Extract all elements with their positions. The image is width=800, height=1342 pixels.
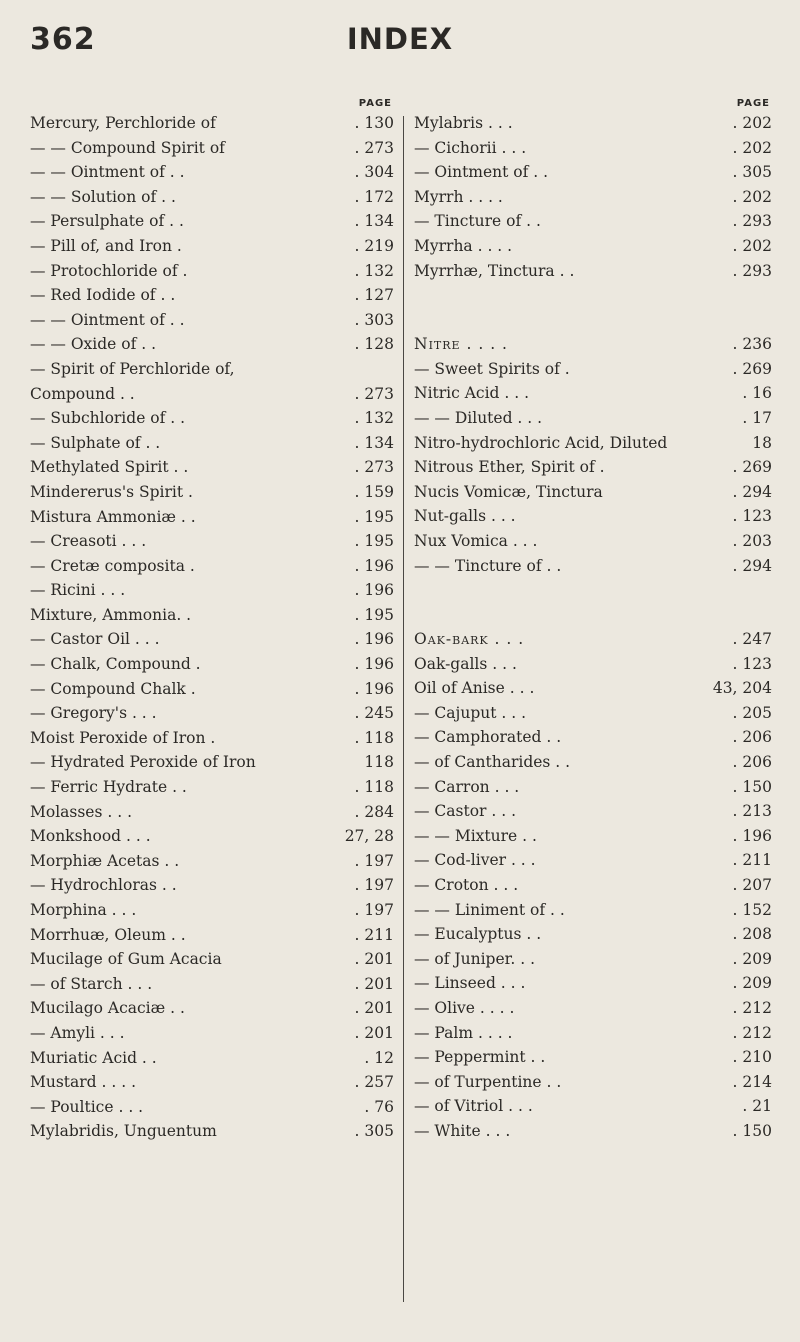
entry-page: . 130 xyxy=(354,114,394,132)
index-entry xyxy=(414,529,778,554)
index-entry xyxy=(414,406,778,431)
index-entry xyxy=(30,996,400,1021)
index-entry xyxy=(414,848,778,873)
entry-page: . 219 xyxy=(354,236,394,255)
entry-page: 27, 28 xyxy=(344,827,394,846)
entry-name: — Peppermint . . xyxy=(414,1048,546,1067)
entry-page: . 197 xyxy=(354,876,394,895)
index-entry xyxy=(414,947,778,972)
entry-name: — Amyli . . . xyxy=(30,1023,125,1042)
entry-page: . 123 xyxy=(732,507,772,526)
entry-name: — Croton . . . xyxy=(414,876,519,895)
index-entry xyxy=(30,357,400,382)
entry-page: . 303 xyxy=(354,310,394,329)
entry-name: Nux Vomica . . . xyxy=(414,531,538,550)
entry-name: — Hydrated Peroxide of Iron xyxy=(30,753,256,772)
index-entry xyxy=(30,332,400,357)
entry-page: . 195 xyxy=(354,532,394,551)
entry-name: Morphina . . . xyxy=(30,901,137,919)
entry-name: — Linseed . . . xyxy=(414,974,526,993)
index-entry xyxy=(30,652,400,677)
entry-page: . 269 xyxy=(732,359,772,378)
entry-name: Oak-bark . . . xyxy=(414,630,525,649)
entry-name: — Persulphate of . . xyxy=(30,212,184,231)
index-entry xyxy=(414,971,778,996)
entry-page: . 208 xyxy=(732,925,772,944)
index-entry xyxy=(30,259,400,284)
index-entry xyxy=(414,1021,778,1046)
entry-page: . 17 xyxy=(742,408,772,427)
entry-page: . 12 xyxy=(364,1048,394,1067)
entry-page: . 76 xyxy=(364,1097,394,1116)
entry-page: . 273 xyxy=(354,458,394,477)
right-entries xyxy=(414,111,778,1144)
entry-name: — Pill of, and Iron . xyxy=(30,236,182,255)
entry-page: . 152 xyxy=(732,900,772,919)
index-entry xyxy=(30,283,400,308)
entry-name: — — Oxide of . . xyxy=(30,335,157,354)
entry-name: Oil of Anise . . . xyxy=(414,679,535,698)
left-entries xyxy=(30,111,400,1144)
entry-page: . 209 xyxy=(732,949,772,968)
index-entry xyxy=(30,750,400,775)
entry-name: — Compound Chalk . xyxy=(30,679,196,698)
entry-page: . 201 xyxy=(354,950,394,969)
index-entry xyxy=(30,308,400,333)
index-entry xyxy=(30,1070,400,1095)
entry-name: Nitric Acid . . . xyxy=(414,384,530,403)
index-entry xyxy=(414,357,778,382)
index-entry xyxy=(414,136,778,161)
entry-page: . 134 xyxy=(354,212,394,231)
entry-name: — Palm . . . . xyxy=(414,1023,513,1042)
entry-name: — — Diluted . . . xyxy=(414,408,543,427)
entry-name: — Carron . . . xyxy=(414,777,520,796)
entry-name: — of Juniper. . . xyxy=(414,949,535,968)
entry-page: . 134 xyxy=(354,433,394,452)
entry-page: . 150 xyxy=(732,777,772,796)
entry-name: Monkshood . . . xyxy=(30,827,151,846)
index-entry xyxy=(30,849,400,874)
entry-page: . 196 xyxy=(354,581,394,600)
entry-name: Morphiæ Acetas . . xyxy=(30,851,180,870)
index-entry xyxy=(30,455,400,480)
entry-name: — Hydrochloras . . xyxy=(30,876,177,895)
entry-name: — Poultice . . . xyxy=(30,1097,144,1116)
entry-page: . 202 xyxy=(732,138,772,157)
entry-name: — Cod-liver . . . xyxy=(414,851,536,870)
index-entry xyxy=(30,234,400,259)
index-entry xyxy=(30,480,400,505)
index-entry xyxy=(30,554,400,579)
entry-name: — Olive . . . . xyxy=(414,999,515,1017)
entry-page: . 273 xyxy=(354,384,394,403)
entry-name: — Ointment of . . xyxy=(414,163,549,182)
entry-name: Mindererus's Spirit . xyxy=(30,482,193,501)
entry-page: . 245 xyxy=(354,704,394,723)
index-entry xyxy=(414,799,778,824)
index-entry xyxy=(414,676,778,701)
index-entry xyxy=(30,923,400,948)
entry-name: — — Ointment of . . xyxy=(30,163,185,182)
index-entry xyxy=(414,1070,778,1095)
entry-page: . 284 xyxy=(354,802,394,821)
entry-name: Myrrh . . . . xyxy=(414,187,503,206)
entry-page: . 212 xyxy=(732,1023,772,1042)
entry-name: Mustard . . . . xyxy=(30,1073,137,1092)
index-entry xyxy=(414,480,778,505)
entry-name: — Spirit of Perchloride of, xyxy=(30,359,235,378)
entry-name: Nitro-hydrochloric Acid, Diluted xyxy=(414,433,668,452)
index-entry xyxy=(30,972,400,997)
entry-name: Nitrous Ether, Spirit of . xyxy=(414,458,605,477)
entry-page: . 118 xyxy=(354,728,394,747)
entry-page: . 269 xyxy=(732,458,772,477)
index-entry xyxy=(30,947,400,972)
index-entry xyxy=(30,1021,400,1046)
entry-page: 18 xyxy=(752,433,772,452)
index-entry xyxy=(30,627,400,652)
entry-name: — — Tincture of . . xyxy=(414,556,562,575)
entry-name: Mylabridis, Unguentum xyxy=(30,1122,217,1141)
index-entry xyxy=(414,111,778,136)
entry-name: — White . . . xyxy=(414,1121,511,1140)
index-entry xyxy=(30,111,400,136)
entry-name: — Cichorii . . . xyxy=(414,138,527,157)
entry-page: . 247 xyxy=(732,630,772,649)
entry-name: — Subchloride of . . xyxy=(30,409,186,428)
running-title: INDEX xyxy=(346,22,454,56)
entry-page: . 127 xyxy=(354,286,394,305)
index-entry xyxy=(30,677,400,702)
index-entry xyxy=(30,800,400,825)
entry-name: — Eucalyptus . . xyxy=(414,925,542,944)
index-entry xyxy=(414,1094,778,1119)
index-entry xyxy=(414,259,778,284)
entry-page: . 206 xyxy=(732,753,772,772)
entry-name: — of Turpentine . . xyxy=(414,1072,562,1091)
entry-page: . 196 xyxy=(354,679,394,698)
index-entry xyxy=(414,627,778,652)
entry-name: — Castor Oil . . . xyxy=(30,630,160,649)
entry-page: . 213 xyxy=(732,802,772,821)
entry-page: . 132 xyxy=(354,409,394,428)
index-entry xyxy=(30,209,400,234)
entry-name: Myrrhæ, Tinctura . . xyxy=(414,261,575,280)
entry-name: — of Starch . . . xyxy=(30,974,153,993)
index-entry xyxy=(414,775,778,800)
entry-page: . 21 xyxy=(742,1097,772,1116)
index-entry xyxy=(30,775,400,800)
entry-page: . 203 xyxy=(732,531,772,550)
index-entry xyxy=(414,725,778,750)
entry-page: . 195 xyxy=(354,507,394,526)
entry-page: . 197 xyxy=(354,901,394,919)
entry-name: — Creasoti . . . xyxy=(30,532,147,551)
entry-page: . 16 xyxy=(742,384,772,403)
index-entry xyxy=(30,873,400,898)
entry-page: . 118 xyxy=(354,778,394,797)
entry-name: Mucilage of Gum Acacia xyxy=(30,950,222,969)
entry-page: . 197 xyxy=(354,851,394,870)
entry-page: . 257 xyxy=(354,1073,394,1092)
entry-page: . 196 xyxy=(354,655,394,674)
index-entry xyxy=(30,382,400,407)
entry-page: . 201 xyxy=(354,974,394,993)
entry-name: — Camphorated . . xyxy=(414,728,562,747)
index-entry xyxy=(30,578,400,603)
entry-name: — Ricini . . . xyxy=(30,581,126,600)
entry-page: . 210 xyxy=(732,1048,772,1067)
entry-page: . 273 xyxy=(354,138,394,157)
entry-page: . 212 xyxy=(732,999,772,1017)
entry-page: . 294 xyxy=(732,482,772,501)
entry-page: . 196 xyxy=(732,826,772,845)
index-entry xyxy=(30,1095,400,1120)
entry-name: — Chalk, Compound . xyxy=(30,655,201,674)
entry-name: — of Vitriol . . . xyxy=(414,1097,533,1116)
entry-page: . 293 xyxy=(732,261,772,280)
index-entry xyxy=(30,1046,400,1071)
index-entry xyxy=(414,554,778,579)
section-gap xyxy=(414,578,778,627)
index-entry xyxy=(30,529,400,554)
entry-name: — — Solution of . . xyxy=(30,187,176,206)
entry-name: Nut-galls . . . xyxy=(414,507,516,526)
entry-name: — — Liniment of . . xyxy=(414,900,565,919)
index-entry xyxy=(414,504,778,529)
index-entry xyxy=(30,824,400,849)
index-entry xyxy=(30,431,400,456)
entry-page: . 305 xyxy=(354,1122,394,1141)
index-entry xyxy=(414,431,778,456)
entry-name: Mylabris . . . xyxy=(414,114,513,132)
entry-page: . 211 xyxy=(732,851,772,870)
entry-page: . 132 xyxy=(354,261,394,280)
entry-page: . 123 xyxy=(732,654,772,673)
index-entry xyxy=(30,701,400,726)
page-header xyxy=(30,22,770,62)
entry-name: — Red Iodide of . . xyxy=(30,286,176,305)
index-entry xyxy=(414,234,778,259)
entry-name: Compound . . xyxy=(30,384,135,403)
entry-page: . 150 xyxy=(732,1121,772,1140)
index-entry xyxy=(414,185,778,210)
entry-page: . 207 xyxy=(732,876,772,895)
index-entry xyxy=(30,185,400,210)
entry-name: Muriatic Acid . . xyxy=(30,1048,157,1067)
index-entry xyxy=(30,136,400,161)
column-divider xyxy=(403,116,404,1302)
index-entry xyxy=(414,873,778,898)
entry-name: — Cretæ composita . xyxy=(30,556,195,575)
entry-page: . 293 xyxy=(732,212,772,231)
entry-page: . 202 xyxy=(732,236,772,255)
entry-name: — — Ointment of . . xyxy=(30,310,185,329)
entry-name: — Gregory's . . . xyxy=(30,704,157,723)
page-column-label: PAGE xyxy=(358,98,392,109)
index-entry xyxy=(414,824,778,849)
entry-page: . 196 xyxy=(354,556,394,575)
entry-name: Nucis Vomicæ, Tinctura xyxy=(414,482,603,501)
index-entry xyxy=(414,1119,778,1144)
index-entry xyxy=(414,209,778,234)
entry-page: . 236 xyxy=(732,335,772,354)
entry-name: Oak-galls . . . xyxy=(414,654,517,673)
entry-name: — Ferric Hydrate . . xyxy=(30,778,187,797)
entry-name: — Sweet Spirits of . xyxy=(414,359,570,378)
entry-page: . 294 xyxy=(732,556,772,575)
index-entry xyxy=(30,1119,400,1144)
entry-page: . 201 xyxy=(354,999,394,1018)
entry-page: . 206 xyxy=(732,728,772,747)
entry-page: . 202 xyxy=(732,114,772,132)
index-entry xyxy=(414,898,778,923)
index-entry xyxy=(414,996,778,1021)
index-entry xyxy=(414,701,778,726)
entry-name: Mistura Ammoniæ . . xyxy=(30,507,196,526)
entry-page: . 211 xyxy=(354,925,394,944)
entry-name: Myrrha . . . . xyxy=(414,236,513,255)
index-entry xyxy=(414,160,778,185)
index-entry xyxy=(30,505,400,530)
entry-name: Mucilago Acaciæ . . xyxy=(30,999,185,1018)
entry-name: Morrhuæ, Oleum . . xyxy=(30,925,186,944)
entry-name: — — Mixture . . xyxy=(414,826,537,845)
index-entry xyxy=(30,898,400,923)
index-column-left xyxy=(30,96,400,1144)
entry-page: . 304 xyxy=(354,163,394,182)
index-entry xyxy=(414,332,778,357)
section-gap xyxy=(414,283,778,332)
entry-page: . 202 xyxy=(732,187,772,206)
entry-name: Nitre . . . . xyxy=(414,335,508,354)
entry-page: . 128 xyxy=(354,335,394,354)
entry-name: Mercury, Perchloride of xyxy=(30,114,216,132)
page-column-label: PAGE xyxy=(736,98,770,109)
entry-page: . 209 xyxy=(732,974,772,993)
index-entry xyxy=(414,381,778,406)
entry-page: . 205 xyxy=(732,703,772,722)
entry-page: . 195 xyxy=(354,605,394,624)
index-entry xyxy=(414,1045,778,1070)
entry-name: — Sulphate of . . xyxy=(30,433,161,452)
entry-page: . 172 xyxy=(354,187,394,206)
index-entry xyxy=(30,160,400,185)
entry-name: — Castor . . . xyxy=(414,802,517,821)
entry-name: Moist Peroxide of Iron . xyxy=(30,728,216,747)
entry-name: — Tincture of . . xyxy=(414,212,541,231)
entry-name: — Cajuput . . . xyxy=(414,703,527,722)
index-entry xyxy=(30,603,400,628)
index-entry xyxy=(414,750,778,775)
entry-name: Mixture, Ammonia. . xyxy=(30,605,192,624)
entry-page: . 201 xyxy=(354,1023,394,1042)
entry-name: — — Compound Spirit of xyxy=(30,138,225,157)
page-number: 362 xyxy=(30,22,96,57)
index-entry xyxy=(414,652,778,677)
index-entry xyxy=(414,455,778,480)
entry-name: Molasses . . . xyxy=(30,802,132,821)
entry-name: Methylated Spirit . . xyxy=(30,458,189,477)
index-entry xyxy=(414,922,778,947)
entry-page: . 214 xyxy=(732,1072,772,1091)
entry-page: . 159 xyxy=(354,482,394,501)
entry-page: . 196 xyxy=(354,630,394,649)
index-entry xyxy=(30,406,400,431)
index-column-right xyxy=(414,96,778,1144)
entry-name: — Protochloride of . xyxy=(30,261,188,280)
entry-page: 43, 204 xyxy=(712,679,772,698)
entry-name: — of Cantharides . . xyxy=(414,753,571,772)
entry-page: 118 xyxy=(364,753,394,772)
entry-page: . 305 xyxy=(732,163,772,182)
index-entry xyxy=(30,726,400,751)
